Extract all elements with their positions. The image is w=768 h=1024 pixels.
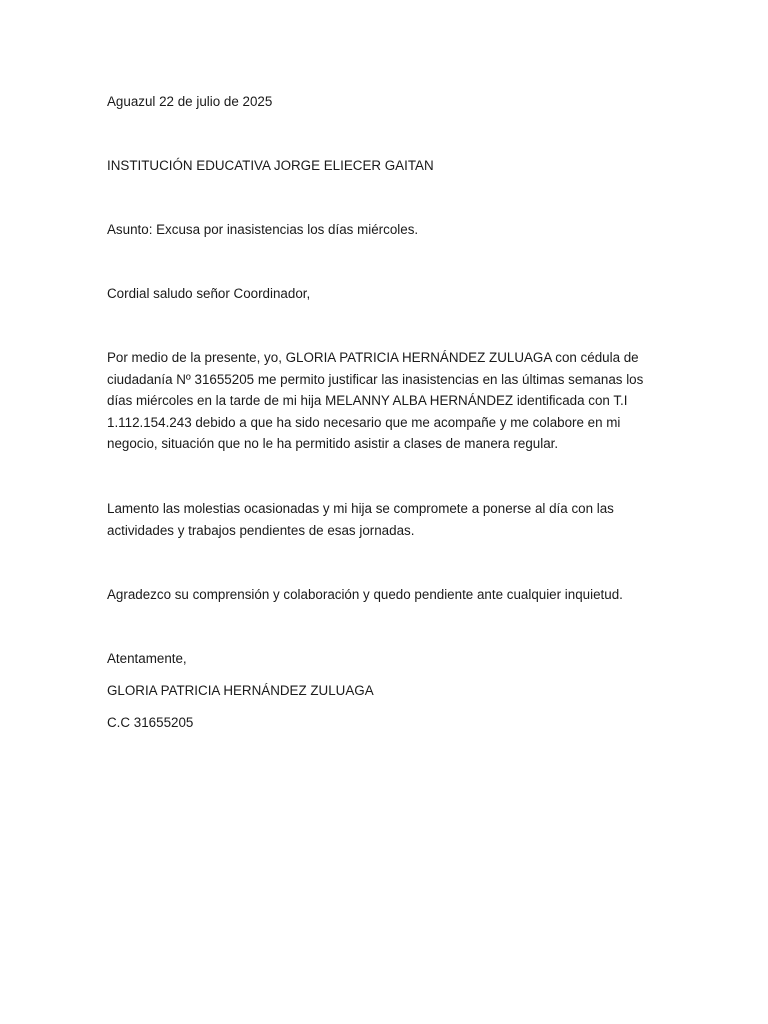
body-paragraph-1-line: negocio, situación que no le ha permitido asistir a clases de manera regular. — [107, 436, 559, 452]
body-paragraph-1-line: Por medio de la presente, yo, GLORIA PATRICIA HERNÁNDEZ ZULUAGA con cédula de — [107, 350, 639, 365]
body-paragraph-2-line: actividades y trabajos pendientes de esas jornadas. — [107, 522, 415, 538]
date-line: Aguazul 22 de julio de 2025 — [107, 94, 273, 109]
body-paragraph-1 — [107, 347, 667, 455]
closing: Atentamente, — [107, 651, 187, 666]
signer-name: GLORIA PATRICIA HERNÁNDEZ ZULUAGA — [107, 683, 374, 698]
body-paragraph-1-line: días miércoles en la tarde de mi hija MELANNY ALBA HERNÁNDEZ identificada con T.I — [107, 393, 628, 409]
signer-id: C.C 31655205 — [107, 715, 194, 730]
greeting: Cordial saludo señor Coordinador, — [107, 286, 311, 301]
recipient-institution: INSTITUCIÓN EDUCATIVA JORGE ELIECER GAITAN — [107, 158, 434, 173]
body-paragraph-2 — [107, 498, 667, 541]
body-paragraph-1-line: 1.112.154.243 debido a que ha sido necesario que me acompañe y me colabore en mi — [107, 414, 621, 430]
body-paragraph-3: Agradezco su comprensión y colaboración y quedo pendiente ante cualquier inquietud. — [107, 587, 623, 602]
body-paragraph-2-line: Lamento las molestias ocasionadas y mi hija se compromete a ponerse al día con las — [107, 501, 614, 516]
subject-line: Asunto: Excusa por inasistencias los días miércoles. — [107, 222, 419, 237]
body-paragraph-1-line: ciudadanía Nº 31655205 me permito justificar las inasistencias en las últimas semanas los — [107, 371, 644, 387]
